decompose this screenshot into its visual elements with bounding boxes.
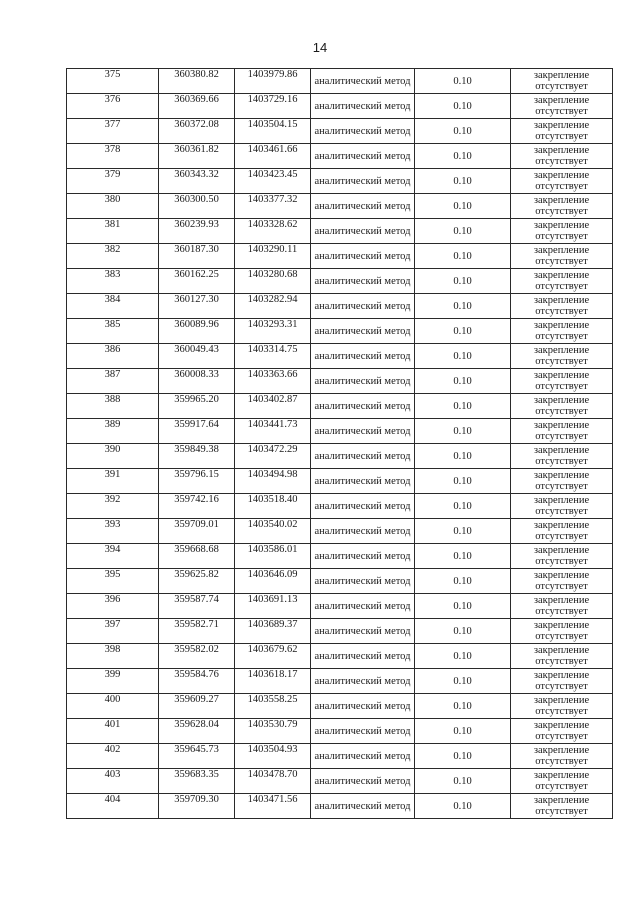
- fixing-cell: закрепление отсутствует: [511, 294, 613, 319]
- method-cell: аналитический метод: [311, 744, 415, 769]
- x-coordinate-cell: 359742.16: [159, 494, 235, 519]
- fixing-cell: закрепление отсутствует: [511, 494, 613, 519]
- fixing-cell: закрепление отсутствует: [511, 619, 613, 644]
- method-cell: аналитический метод: [311, 269, 415, 294]
- table-row: [67, 69, 613, 94]
- x-coordinate-cell: 359625.82: [159, 569, 235, 594]
- x-coordinate-cell: 359796.15: [159, 469, 235, 494]
- y-coordinate-cell: 1403530.79: [235, 719, 311, 744]
- accuracy-cell: 0.10: [415, 694, 511, 719]
- x-coordinate-cell: 360127.30: [159, 294, 235, 319]
- method-cell: аналитический метод: [311, 469, 415, 494]
- method-cell: аналитический метод: [311, 619, 415, 644]
- y-coordinate-cell: 1403280.68: [235, 269, 311, 294]
- point-number-cell: 401: [67, 719, 159, 744]
- accuracy-cell: 0.10: [415, 294, 511, 319]
- x-coordinate-cell: 360380.82: [159, 69, 235, 94]
- point-number-cell: 389: [67, 419, 159, 444]
- y-coordinate-cell: 1403504.93: [235, 744, 311, 769]
- y-coordinate-cell: 1403423.45: [235, 169, 311, 194]
- method-cell: аналитический метод: [311, 519, 415, 544]
- method-cell: аналитический метод: [311, 169, 415, 194]
- accuracy-cell: 0.10: [415, 119, 511, 144]
- fixing-cell: закрепление отсутствует: [511, 794, 613, 819]
- method-cell: аналитический метод: [311, 244, 415, 269]
- accuracy-cell: 0.10: [415, 569, 511, 594]
- accuracy-cell: 0.10: [415, 669, 511, 694]
- method-cell: аналитический метод: [311, 544, 415, 569]
- point-number-cell: 385: [67, 319, 159, 344]
- fixing-cell: закрепление отсутствует: [511, 519, 613, 544]
- table-row: [67, 744, 613, 769]
- fixing-cell: закрепление отсутствует: [511, 119, 613, 144]
- method-cell: аналитический метод: [311, 144, 415, 169]
- fixing-cell: закрепление отсутствует: [511, 144, 613, 169]
- method-cell: аналитический метод: [311, 444, 415, 469]
- y-coordinate-cell: 1403691.13: [235, 594, 311, 619]
- point-number-cell: 395: [67, 569, 159, 594]
- fixing-cell: закрепление отсутствует: [511, 69, 613, 94]
- table-row: [67, 394, 613, 419]
- accuracy-cell: 0.10: [415, 94, 511, 119]
- point-number-cell: 399: [67, 669, 159, 694]
- point-number-cell: 382: [67, 244, 159, 269]
- table-row: [67, 444, 613, 469]
- point-number-cell: 381: [67, 219, 159, 244]
- x-coordinate-cell: 360162.25: [159, 269, 235, 294]
- table-row: [67, 569, 613, 594]
- y-coordinate-cell: 1403979.86: [235, 69, 311, 94]
- accuracy-cell: 0.10: [415, 169, 511, 194]
- point-number-cell: 383: [67, 269, 159, 294]
- point-number-cell: 376: [67, 94, 159, 119]
- accuracy-cell: 0.10: [415, 644, 511, 669]
- x-coordinate-cell: 360361.82: [159, 144, 235, 169]
- point-number-cell: 386: [67, 344, 159, 369]
- method-cell: аналитический метод: [311, 219, 415, 244]
- x-coordinate-cell: 359709.01: [159, 519, 235, 544]
- fixing-cell: закрепление отсутствует: [511, 94, 613, 119]
- method-cell: аналитический метод: [311, 69, 415, 94]
- fixing-cell: закрепление отсутствует: [511, 669, 613, 694]
- accuracy-cell: 0.10: [415, 319, 511, 344]
- table-row: [67, 719, 613, 744]
- point-number-cell: 377: [67, 119, 159, 144]
- point-number-cell: 384: [67, 294, 159, 319]
- x-coordinate-cell: 360372.08: [159, 119, 235, 144]
- table-row: [67, 594, 613, 619]
- y-coordinate-cell: 1403646.09: [235, 569, 311, 594]
- x-coordinate-cell: 359584.76: [159, 669, 235, 694]
- coordinates-table: [66, 68, 613, 819]
- accuracy-cell: 0.10: [415, 494, 511, 519]
- page-number: 14: [312, 40, 328, 55]
- accuracy-cell: 0.10: [415, 69, 511, 94]
- table-row: [67, 494, 613, 519]
- x-coordinate-cell: 359628.04: [159, 719, 235, 744]
- y-coordinate-cell: 1403441.73: [235, 419, 311, 444]
- method-cell: аналитический метод: [311, 419, 415, 444]
- method-cell: аналитический метод: [311, 719, 415, 744]
- fixing-cell: закрепление отсутствует: [511, 369, 613, 394]
- accuracy-cell: 0.10: [415, 769, 511, 794]
- accuracy-cell: 0.10: [415, 369, 511, 394]
- fixing-cell: закрепление отсутствует: [511, 394, 613, 419]
- fixing-cell: закрепление отсутствует: [511, 594, 613, 619]
- accuracy-cell: 0.10: [415, 219, 511, 244]
- accuracy-cell: 0.10: [415, 619, 511, 644]
- method-cell: аналитический метод: [311, 669, 415, 694]
- table-row: [67, 169, 613, 194]
- table-row: [67, 319, 613, 344]
- y-coordinate-cell: 1403377.32: [235, 194, 311, 219]
- y-coordinate-cell: 1403586.01: [235, 544, 311, 569]
- fixing-cell: закрепление отсутствует: [511, 769, 613, 794]
- table-row: [67, 619, 613, 644]
- fixing-cell: закрепление отсутствует: [511, 269, 613, 294]
- x-coordinate-cell: 360049.43: [159, 344, 235, 369]
- fixing-cell: закрепление отсутствует: [511, 444, 613, 469]
- y-coordinate-cell: 1403472.29: [235, 444, 311, 469]
- point-number-cell: 391: [67, 469, 159, 494]
- x-coordinate-cell: 359645.73: [159, 744, 235, 769]
- y-coordinate-cell: 1403471.56: [235, 794, 311, 819]
- point-number-cell: 379: [67, 169, 159, 194]
- table-row: [67, 244, 613, 269]
- accuracy-cell: 0.10: [415, 194, 511, 219]
- point-number-cell: 375: [67, 69, 159, 94]
- table-row: [67, 419, 613, 444]
- point-number-cell: 380: [67, 194, 159, 219]
- fixing-cell: закрепление отсутствует: [511, 169, 613, 194]
- y-coordinate-cell: 1403461.66: [235, 144, 311, 169]
- y-coordinate-cell: 1403729.16: [235, 94, 311, 119]
- method-cell: аналитический метод: [311, 594, 415, 619]
- method-cell: аналитический метод: [311, 294, 415, 319]
- point-number-cell: 378: [67, 144, 159, 169]
- table-row: [67, 669, 613, 694]
- accuracy-cell: 0.10: [415, 544, 511, 569]
- point-number-cell: 394: [67, 544, 159, 569]
- method-cell: аналитический метод: [311, 369, 415, 394]
- accuracy-cell: 0.10: [415, 469, 511, 494]
- point-number-cell: 392: [67, 494, 159, 519]
- y-coordinate-cell: 1403290.11: [235, 244, 311, 269]
- table-row: [67, 519, 613, 544]
- table-row: [67, 194, 613, 219]
- x-coordinate-cell: 360089.96: [159, 319, 235, 344]
- fixing-cell: закрепление отсутствует: [511, 744, 613, 769]
- accuracy-cell: 0.10: [415, 144, 511, 169]
- fixing-cell: закрепление отсутствует: [511, 319, 613, 344]
- point-number-cell: 397: [67, 619, 159, 644]
- accuracy-cell: 0.10: [415, 244, 511, 269]
- method-cell: аналитический метод: [311, 694, 415, 719]
- fixing-cell: закрепление отсутствует: [511, 244, 613, 269]
- table-row: [67, 144, 613, 169]
- accuracy-cell: 0.10: [415, 394, 511, 419]
- table-row: [67, 94, 613, 119]
- point-number-cell: 390: [67, 444, 159, 469]
- y-coordinate-cell: 1403504.15: [235, 119, 311, 144]
- fixing-cell: закрепление отсутствует: [511, 719, 613, 744]
- y-coordinate-cell: 1403282.94: [235, 294, 311, 319]
- method-cell: аналитический метод: [311, 194, 415, 219]
- x-coordinate-cell: 359709.30: [159, 794, 235, 819]
- y-coordinate-cell: 1403314.75: [235, 344, 311, 369]
- y-coordinate-cell: 1403363.66: [235, 369, 311, 394]
- y-coordinate-cell: 1403518.40: [235, 494, 311, 519]
- table-row: [67, 369, 613, 394]
- accuracy-cell: 0.10: [415, 419, 511, 444]
- x-coordinate-cell: 359609.27: [159, 694, 235, 719]
- fixing-cell: закрепление отсутствует: [511, 569, 613, 594]
- y-coordinate-cell: 1403478.70: [235, 769, 311, 794]
- method-cell: аналитический метод: [311, 794, 415, 819]
- point-number-cell: 398: [67, 644, 159, 669]
- y-coordinate-cell: 1403293.31: [235, 319, 311, 344]
- y-coordinate-cell: 1403689.37: [235, 619, 311, 644]
- y-coordinate-cell: 1403402.87: [235, 394, 311, 419]
- point-number-cell: 388: [67, 394, 159, 419]
- point-number-cell: 396: [67, 594, 159, 619]
- x-coordinate-cell: 359582.02: [159, 644, 235, 669]
- accuracy-cell: 0.10: [415, 794, 511, 819]
- point-number-cell: 404: [67, 794, 159, 819]
- x-coordinate-cell: 359965.20: [159, 394, 235, 419]
- x-coordinate-cell: 360369.66: [159, 94, 235, 119]
- table-row: [67, 269, 613, 294]
- table-row: [67, 644, 613, 669]
- accuracy-cell: 0.10: [415, 344, 511, 369]
- point-number-cell: 387: [67, 369, 159, 394]
- table-row: [67, 769, 613, 794]
- method-cell: аналитический метод: [311, 394, 415, 419]
- accuracy-cell: 0.10: [415, 594, 511, 619]
- table-row: [67, 694, 613, 719]
- point-number-cell: 402: [67, 744, 159, 769]
- fixing-cell: закрепление отсутствует: [511, 194, 613, 219]
- x-coordinate-cell: 359849.38: [159, 444, 235, 469]
- x-coordinate-cell: 360008.33: [159, 369, 235, 394]
- fixing-cell: закрепление отсутствует: [511, 469, 613, 494]
- accuracy-cell: 0.10: [415, 519, 511, 544]
- accuracy-cell: 0.10: [415, 269, 511, 294]
- x-coordinate-cell: 360300.50: [159, 194, 235, 219]
- accuracy-cell: 0.10: [415, 444, 511, 469]
- method-cell: аналитический метод: [311, 319, 415, 344]
- point-number-cell: 393: [67, 519, 159, 544]
- table-row: [67, 794, 613, 819]
- x-coordinate-cell: 359582.71: [159, 619, 235, 644]
- coordinates-table-body: [67, 69, 613, 819]
- method-cell: аналитический метод: [311, 344, 415, 369]
- method-cell: аналитический метод: [311, 569, 415, 594]
- x-coordinate-cell: 359683.35: [159, 769, 235, 794]
- method-cell: аналитический метод: [311, 94, 415, 119]
- fixing-cell: закрепление отсутствует: [511, 219, 613, 244]
- x-coordinate-cell: 359917.64: [159, 419, 235, 444]
- method-cell: аналитический метод: [311, 494, 415, 519]
- y-coordinate-cell: 1403494.98: [235, 469, 311, 494]
- fixing-cell: закрепление отсутствует: [511, 344, 613, 369]
- y-coordinate-cell: 1403679.62: [235, 644, 311, 669]
- x-coordinate-cell: 359587.74: [159, 594, 235, 619]
- x-coordinate-cell: 360187.30: [159, 244, 235, 269]
- point-number-cell: 403: [67, 769, 159, 794]
- method-cell: аналитический метод: [311, 119, 415, 144]
- y-coordinate-cell: 1403558.25: [235, 694, 311, 719]
- table-row: [67, 119, 613, 144]
- method-cell: аналитический метод: [311, 644, 415, 669]
- table-row: [67, 544, 613, 569]
- method-cell: аналитический метод: [311, 769, 415, 794]
- fixing-cell: закрепление отсутствует: [511, 419, 613, 444]
- accuracy-cell: 0.10: [415, 744, 511, 769]
- fixing-cell: закрепление отсутствует: [511, 694, 613, 719]
- x-coordinate-cell: 359668.68: [159, 544, 235, 569]
- table-row: [67, 294, 613, 319]
- fixing-cell: закрепление отсутствует: [511, 644, 613, 669]
- x-coordinate-cell: 360343.32: [159, 169, 235, 194]
- y-coordinate-cell: 1403328.62: [235, 219, 311, 244]
- y-coordinate-cell: 1403540.02: [235, 519, 311, 544]
- table-row: [67, 469, 613, 494]
- x-coordinate-cell: 360239.93: [159, 219, 235, 244]
- accuracy-cell: 0.10: [415, 719, 511, 744]
- point-number-cell: 400: [67, 694, 159, 719]
- table-row: [67, 219, 613, 244]
- y-coordinate-cell: 1403618.17: [235, 669, 311, 694]
- table-row: [67, 344, 613, 369]
- fixing-cell: закрепление отсутствует: [511, 544, 613, 569]
